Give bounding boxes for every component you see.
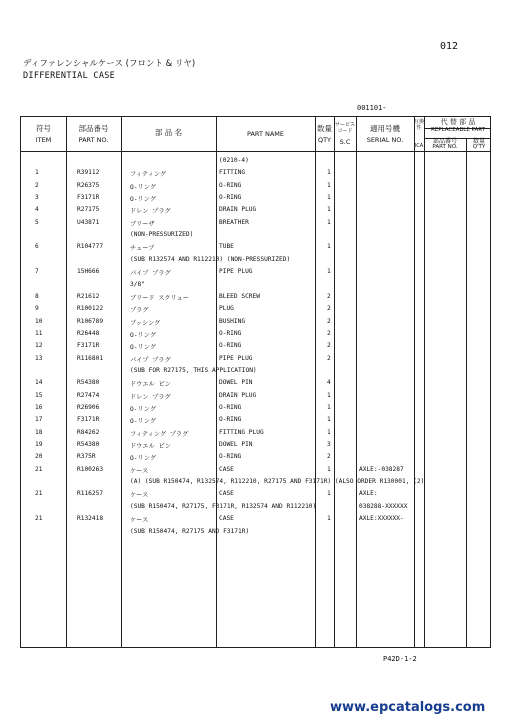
item-cell: 21 <box>35 465 43 473</box>
japanese-name-cell: O-リング <box>130 196 156 204</box>
table-row <box>21 303 490 315</box>
japanese-name-cell: パイプ プラグ <box>130 356 171 364</box>
table-row <box>21 340 490 352</box>
page-number: 012 <box>440 41 459 52</box>
qty-cell: 2 <box>327 292 331 300</box>
item-cell: 17 <box>35 416 43 424</box>
part-name-cell: FITTING <box>219 169 246 177</box>
part-name-cell: PIPE PLUG <box>219 268 253 276</box>
part-name-cell: O-RING <box>219 194 242 202</box>
table-row <box>21 439 490 451</box>
table-row <box>21 365 490 377</box>
item-cell: 1 <box>35 169 39 177</box>
part-name-cell: BUSHING <box>219 317 246 325</box>
item-cell: 18 <box>35 428 43 436</box>
qty-cell: 1 <box>327 169 331 177</box>
qty-cell: 2 <box>327 329 331 337</box>
serial-cell: 038288-XXXXXX <box>359 502 408 510</box>
item-cell: 4 <box>35 206 39 214</box>
table-row <box>21 266 490 278</box>
japanese-name-cell: ブッシング <box>130 319 161 327</box>
qty-cell: 2 <box>327 317 331 325</box>
part-name-cell: PIPE PLUG <box>219 354 253 362</box>
part-name-cell: DOWEL PIN <box>219 441 253 449</box>
part-name-cell: O-RING <box>219 342 242 350</box>
qty-cell: 4 <box>327 379 331 387</box>
japanese-name-cell: (SUB R150474, R27175, F3171R, R132574 AND R112210) <box>130 502 317 510</box>
japanese-name-cell: フィティング プラグ <box>130 430 189 438</box>
table-row <box>21 513 490 525</box>
document-reference: 001101- <box>357 104 387 112</box>
watermark: www.epcatalogs.com <box>330 700 486 715</box>
header-name-jp: 部 品 名 <box>154 128 183 137</box>
japanese-name-cell: フィティング <box>130 171 167 179</box>
japanese-name-cell: ケース <box>130 517 149 525</box>
japanese-name-cell: O-リング <box>130 418 156 426</box>
part-number-cell: R132418 <box>77 515 104 523</box>
table-row <box>21 501 490 513</box>
table-row <box>21 316 490 328</box>
qty-cell: 1 <box>327 404 331 411</box>
japanese-name-cell: O-リング <box>130 344 156 352</box>
qty-cell: 1 <box>327 391 331 399</box>
part-name-cell: DOWEL PIN <box>219 379 253 387</box>
part-name-cell: O-RING <box>219 404 242 411</box>
item-cell: 11 <box>35 329 43 337</box>
header-replaceable-jp: 代 替 部 品 <box>440 118 476 126</box>
table-row <box>21 526 490 538</box>
title-japanese: ディファレンシャルケース (フロント & リヤ) <box>23 59 196 69</box>
japanese-name-cell: ドウエル ピン <box>130 443 171 451</box>
qty-cell: 2 <box>327 453 331 461</box>
part-number-cell: F3171R <box>77 342 100 350</box>
japanese-name-cell: O-リング <box>130 406 156 413</box>
qty-cell: 1 <box>327 243 331 251</box>
part-number-cell: R84262 <box>77 428 100 436</box>
header-item: ITEM <box>35 136 52 144</box>
serial-cell: AXLE:-038287 <box>359 465 404 473</box>
table-row <box>21 279 490 291</box>
part-number-cell: F3171R <box>77 194 100 202</box>
table-row <box>21 229 490 241</box>
header-partno: PART NO. <box>78 136 109 144</box>
part-name-cell: CASE <box>219 490 234 498</box>
part-number-cell: R27474 <box>77 391 100 399</box>
header-rep-qty-jp: 数量 <box>472 138 485 145</box>
part-name-cell: DRAIN PLUG <box>219 391 257 399</box>
item-cell: 3 <box>35 194 39 202</box>
part-name-cell: DRAIN PLUG <box>219 206 257 214</box>
qty-cell: 1 <box>327 206 331 214</box>
part-number-cell: R26906 <box>77 404 100 411</box>
part-number-cell: R104777 <box>77 243 104 251</box>
part-name-cell: FITTING PLUG <box>219 428 264 436</box>
qty-cell: 1 <box>327 268 331 276</box>
item-cell: 7 <box>35 268 39 276</box>
part-number-cell: R375R <box>77 453 96 461</box>
header-qty-jp: 数量 <box>317 124 332 133</box>
table-row <box>21 476 490 488</box>
item-cell: 21 <box>35 515 43 523</box>
japanese-name-cell: プラグ <box>130 307 149 315</box>
table-row <box>21 167 490 179</box>
table-row <box>21 192 490 204</box>
table-row <box>21 451 490 463</box>
part-name-cell: O-RING <box>219 453 242 461</box>
part-name-cell: BLEED SCREW <box>219 292 260 300</box>
japanese-name-cell: O-リング <box>130 455 156 463</box>
header-ica-jp: 互換性 <box>414 119 425 131</box>
japanese-name-cell: ケース <box>130 467 149 475</box>
header-sc: S.C <box>339 138 351 146</box>
qty-cell: 1 <box>327 181 331 189</box>
table-row <box>21 427 490 439</box>
serial-cell: AXLE: <box>359 490 378 498</box>
japanese-name-cell: O-リング <box>130 331 156 339</box>
item-cell: 13 <box>35 354 43 362</box>
japanese-name-cell: ブリード スクリュー <box>130 294 189 302</box>
japanese-name-cell: (SUB R132574 AND R112210) (NON-PRESSURIZED) <box>130 255 291 263</box>
table-row <box>21 377 490 389</box>
header-serial-jp: 適用号機 <box>370 124 400 133</box>
item-cell: 2 <box>35 181 39 189</box>
part-number-cell: R26375 <box>77 181 100 189</box>
header-ica: ICA <box>414 143 424 149</box>
part-number-cell: R116801 <box>77 354 104 362</box>
japanese-name-cell: ドレン プラグ <box>130 393 171 401</box>
serial-cell: AXLE:XXXXXX- <box>359 515 404 523</box>
header-divider <box>21 151 490 152</box>
qty-cell: 2 <box>327 342 331 350</box>
japanese-name-cell: 3/8" <box>130 280 145 288</box>
table-row <box>21 402 490 414</box>
table-row <box>21 414 490 426</box>
qty-cell: 1 <box>327 490 331 498</box>
header-item-jp: 符号 <box>36 124 51 133</box>
item-cell: 5 <box>35 218 39 226</box>
qty-cell: 1 <box>327 428 331 436</box>
page-title: DIFFERENTIAL CASE <box>23 71 116 81</box>
header-partno-jp: 部品番号 <box>78 124 109 133</box>
qty-cell: 1 <box>327 194 331 202</box>
parts-table <box>20 116 491 648</box>
part-name-cell: O-RING <box>219 181 242 189</box>
part-number-cell: R54380 <box>77 379 100 387</box>
header-rep-partno-jp: 部品番号 <box>432 138 457 145</box>
item-cell: 8 <box>35 292 39 300</box>
japanese-name-cell: ブリーザ <box>130 220 155 228</box>
item-cell: 19 <box>35 441 43 449</box>
part-number-cell: R100263 <box>77 465 104 473</box>
qty-cell: 1 <box>327 515 331 523</box>
part-number-cell: R54380 <box>77 441 100 449</box>
japanese-name-cell: (NON-PRESSURIZED) <box>130 231 194 239</box>
part-number-cell: R39112 <box>77 169 100 177</box>
part-number-cell: R106789 <box>77 317 104 325</box>
header-replaceable: REPLACEABLE PART <box>430 127 486 133</box>
qty-cell: 1 <box>327 465 331 473</box>
table-row <box>21 180 490 192</box>
part-number-cell: R27175 <box>77 206 100 214</box>
header-rep-partno: PART NO. <box>432 144 458 150</box>
part-number-cell: R116257 <box>77 490 104 498</box>
japanese-name-cell: O-リング <box>130 183 156 191</box>
item-cell: 6 <box>35 243 39 251</box>
part-name-cell: BREATHER <box>219 218 249 226</box>
header-partname: PART NAME <box>246 130 285 138</box>
part-name-cell: TUBE <box>219 243 234 251</box>
table-row <box>21 328 490 340</box>
qty-cell: 1 <box>327 218 331 226</box>
qty-cell: 1 <box>327 416 331 424</box>
table-row <box>21 254 490 266</box>
part-number-cell: 15H666 <box>77 268 100 276</box>
japanese-name-cell: ドレン プラグ <box>130 208 171 216</box>
table-row <box>21 204 490 216</box>
part-number-cell: R26448 <box>77 329 100 337</box>
part-number-cell: R100122 <box>77 305 104 313</box>
header-sc-jp: サービス コード <box>334 122 355 134</box>
item-cell: 12 <box>35 342 43 350</box>
item-cell: 21 <box>35 490 43 498</box>
part-number-cell: U43871 <box>77 218 100 226</box>
part-name-cell: CASE <box>219 465 234 473</box>
header-rep-qty: Q'TY <box>472 144 486 150</box>
footer-reference: P42D-1-2 <box>383 655 417 663</box>
japanese-name-cell: (A) (SUB R150474, R132574, R112210, R27175 AND F3171R) (ALSO ORDER R130001, (2) <box>130 478 425 486</box>
qty-cell: 3 <box>327 441 331 449</box>
table-row <box>21 241 490 253</box>
part-name-cell: O-RING <box>219 416 242 424</box>
japanese-name-cell: (SUB R150474, R27175 AND F3171R) <box>130 527 250 535</box>
item-cell: 20 <box>35 453 43 461</box>
japanese-name-cell: チューブ <box>130 245 155 253</box>
table-row <box>21 488 490 500</box>
header-serial: SERIAL NO. <box>366 136 404 144</box>
japanese-name-cell: ケース <box>130 492 149 500</box>
japanese-name-cell: ドウエル ピン <box>130 381 171 389</box>
part-name-cell: (0210-4) <box>219 157 249 164</box>
table-row <box>21 390 490 402</box>
part-number-cell: R21612 <box>77 292 100 300</box>
item-cell: 9 <box>35 305 39 313</box>
japanese-name-cell: (SUB FOR R27175, THIS APPLICATION) <box>130 366 257 374</box>
table-row <box>21 217 490 229</box>
table-row <box>21 353 490 365</box>
table-row <box>21 155 490 167</box>
qty-cell: 2 <box>327 305 331 313</box>
part-number-cell: F3171R <box>77 416 100 424</box>
table-row <box>21 291 490 303</box>
japanese-name-cell: パイプ プラグ <box>130 270 171 278</box>
item-cell: 14 <box>35 379 43 387</box>
part-name-cell: PLUG <box>219 305 234 313</box>
item-cell: 15 <box>35 391 43 399</box>
qty-cell: 2 <box>327 354 331 362</box>
item-cell: 10 <box>35 317 43 325</box>
item-cell: 16 <box>35 404 43 411</box>
part-name-cell: O-RING <box>219 329 242 337</box>
part-name-cell: CASE <box>219 515 234 523</box>
table-row <box>21 464 490 476</box>
header-qty: QTY <box>317 136 332 144</box>
